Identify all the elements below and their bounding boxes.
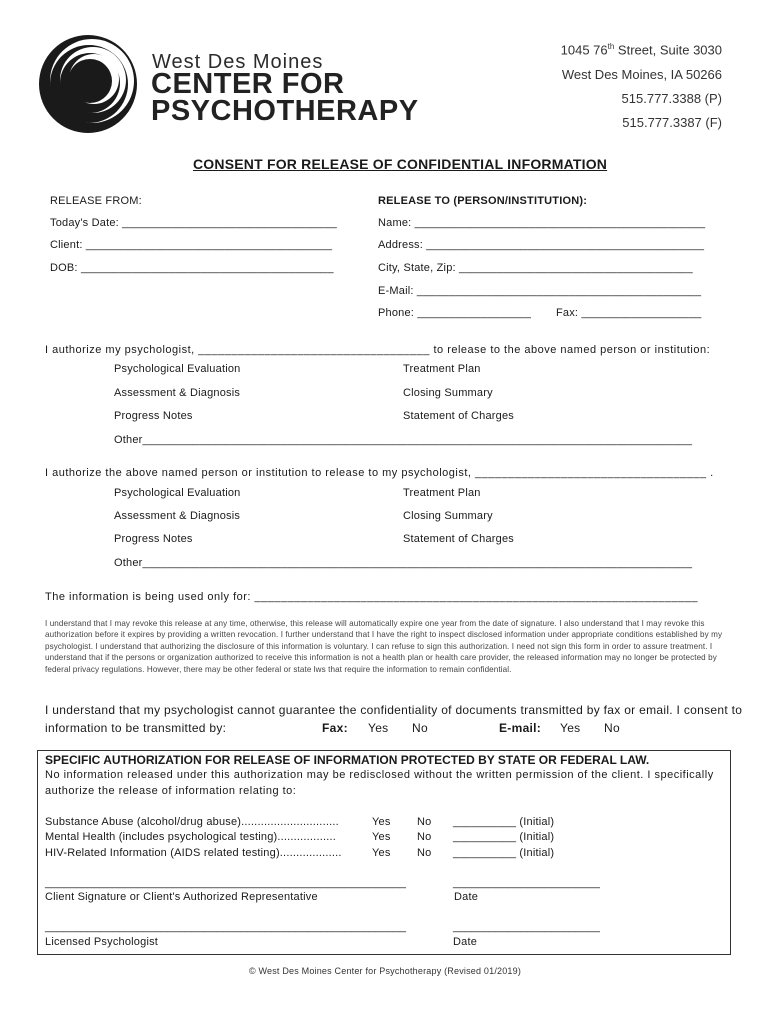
psychologist-signature-line[interactable]: ___________________________________________________________: [45, 921, 406, 933]
org-name-line3: PSYCHOTHERAPY: [151, 95, 419, 127]
authorize-sentence-1: I authorize my psychologist, ___________________________________ to release to the above named person or institution:: [45, 344, 711, 356]
option-closing-summary[interactable]: Closing Summary: [403, 387, 493, 399]
option-assessment-diagnosis[interactable]: Assessment & Diagnosis: [114, 510, 241, 522]
fax-yes-option[interactable]: Yes: [368, 721, 389, 735]
logo-circles-icon: [30, 32, 142, 140]
transmit-consent-line1: I understand that my psychologist cannot guarantee the confidentiality of documents transmitted by fax or email. I consent to: [45, 703, 743, 717]
option-assessment-diagnosis[interactable]: Assessment & Diagnosis: [114, 387, 241, 399]
address-city: West Des Moines, IA 50266: [561, 67, 722, 82]
psychologist-signature-label: Licensed Psychologist: [45, 936, 159, 948]
option-psychological-evaluation[interactable]: Psychological Evaluation: [114, 363, 241, 375]
mental-health-label: Mental Health (includes psychological testing)..................: [45, 831, 336, 843]
form-title: CONSENT FOR RELEASE OF CONFIDENTIAL INFORMATION: [193, 156, 608, 172]
option-other-field[interactable]: Other_______________________________________________________________________________________: [114, 434, 693, 446]
mental-health-no[interactable]: No: [417, 831, 432, 843]
email-yes-option[interactable]: Yes: [560, 721, 581, 735]
hiv-related-initial[interactable]: __________ (Initial): [453, 847, 555, 859]
hiv-related-label: HIV-Related Information (AIDS related testing)...................: [45, 847, 342, 859]
substance-abuse-initial[interactable]: __________ (Initial): [453, 816, 555, 828]
email-field[interactable]: E-Mail: _____________________________________________: [378, 285, 702, 297]
substance-abuse-no[interactable]: No: [417, 816, 432, 828]
specific-paragraph-line1: No information released under this authorization may be redisclosed without the written permission of the client. I specifically: [45, 769, 714, 781]
fax-no-option[interactable]: No: [412, 721, 428, 735]
phone-number: 515.777.3388 (P): [621, 91, 722, 106]
option-treatment-plan[interactable]: Treatment Plan: [403, 363, 481, 375]
client-field[interactable]: Client: _______________________________________: [50, 239, 333, 251]
psychologist-date-label: Date: [453, 936, 478, 948]
option-statement-of-charges[interactable]: Statement of Charges: [403, 533, 515, 545]
org-name-line1: West Des Moines: [152, 51, 324, 73]
transmit-consent-line2: information to be transmitted by:: [45, 721, 227, 735]
fax-number: 515.777.3387 (F): [622, 115, 722, 130]
option-psychological-evaluation[interactable]: Psychological Evaluation: [114, 487, 241, 499]
email-no-option[interactable]: No: [604, 721, 620, 735]
phone-field[interactable]: Phone: __________________: [378, 307, 532, 319]
city-state-zip-field[interactable]: City, State, Zip: _____________________________________: [378, 262, 693, 274]
option-treatment-plan[interactable]: Treatment Plan: [403, 487, 481, 499]
option-other-field[interactable]: Other_______________________________________________________________________________________: [114, 557, 693, 569]
dob-field[interactable]: DOB: ________________________________________: [50, 262, 334, 274]
specific-heading: SPECIFIC AUTHORIZATION FOR RELEASE OF INFORMATION PROTECTED BY STATE OR FEDERAL LAW.: [45, 753, 650, 767]
address-field[interactable]: Address: ____________________________________________: [378, 239, 705, 251]
option-progress-notes[interactable]: Progress Notes: [114, 533, 193, 545]
fax-field[interactable]: Fax: ___________________: [556, 307, 702, 319]
authorize-sentence-2: I authorize the above named person or institution to release to my psychologist, ___________________________________ .: [45, 467, 714, 479]
option-progress-notes[interactable]: Progress Notes: [114, 410, 193, 422]
specific-paragraph-line2: authorize the release of information relating to:: [45, 785, 297, 797]
hiv-related-no[interactable]: No: [417, 847, 432, 859]
client-signature-line[interactable]: ___________________________________________________________: [45, 877, 406, 889]
substance-abuse-yes[interactable]: Yes: [372, 816, 391, 828]
option-closing-summary[interactable]: Closing Summary: [403, 510, 493, 522]
footer-copyright: © West Des Moines Center for Psychotherapy (Revised 01/2019): [248, 966, 522, 976]
org-name-line2: CENTER FOR: [151, 68, 345, 100]
address-street: 1045 76th Street, Suite 3030: [560, 42, 722, 58]
hiv-related-yes[interactable]: Yes: [372, 847, 391, 859]
email-label: E-mail:: [499, 721, 542, 735]
option-statement-of-charges[interactable]: Statement of Charges: [403, 410, 515, 422]
release-to-heading: RELEASE TO (PERSON/INSTITUTION):: [378, 195, 588, 207]
fine-print-paragraph: I understand that I may revoke this release at any time, otherwise, this release will automatically expire one year from the date of signature. I also understand that I may revoke this authorization before it expires by providing a written revocation. I further understand that I have the right to inspect disclosed information under appropriate conditions established by my psychologist. I understand that authorizing the disclosure of this information is voluntary. I can refuse to sign this authorization. I need not sign this form in order to assure treatment. I understand that if the persons or organization authorized to receive this information is not a health plan or health care provider, the released information may no longer be protected by federal privacy regulations. However, there may be other federal or state lws that require the information to remain confidential.: [45, 619, 723, 674]
mental-health-yes[interactable]: Yes: [372, 831, 391, 843]
substance-abuse-label: Substance Abuse (alcohol/drug abuse)..............................: [45, 816, 339, 828]
fax-label: Fax:: [322, 721, 348, 735]
name-field[interactable]: Name: ______________________________________________: [378, 217, 706, 229]
purpose-field[interactable]: The information is being used only for: ___________________________________________________________________: [45, 591, 698, 603]
client-date-label: Date: [454, 891, 479, 903]
todays-date-field[interactable]: Today's Date: __________________________________: [50, 217, 337, 229]
client-date-line[interactable]: ________________________: [453, 877, 600, 889]
client-signature-label: Client Signature or Client's Authorized Representative: [45, 891, 318, 903]
psychologist-date-line[interactable]: ________________________: [453, 921, 600, 933]
release-from-heading: RELEASE FROM:: [50, 195, 142, 207]
mental-health-initial[interactable]: __________ (Initial): [453, 831, 555, 843]
